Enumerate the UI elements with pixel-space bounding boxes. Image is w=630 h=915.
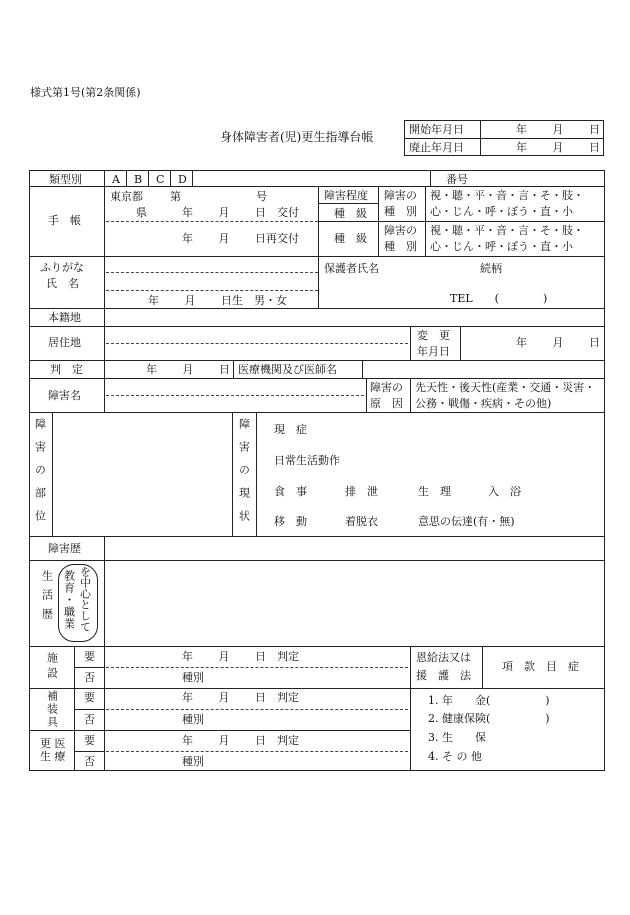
income-item-1[interactable]: 1. 年 金( ) bbox=[428, 694, 550, 707]
prosthesis-judge-date[interactable]: 年 月 日 判定 bbox=[182, 691, 299, 704]
facility-label: 施設 bbox=[45, 652, 59, 682]
income-item-3[interactable]: 3. 生 保 bbox=[428, 731, 486, 744]
reissue-date[interactable]: 年 月 日再交付 bbox=[182, 232, 299, 245]
communication-option[interactable]: 意思の伝達(有・無) bbox=[418, 515, 515, 528]
income-item-4[interactable]: 4. そ の 他 bbox=[428, 750, 482, 763]
medical-judge-date[interactable]: 年 月 日 判定 bbox=[182, 734, 299, 747]
number-label: 番号 bbox=[446, 173, 468, 186]
techo-label: 手 帳 bbox=[48, 214, 81, 227]
facility-yes[interactable]: 要 bbox=[84, 650, 95, 663]
income-item-2[interactable]: 2. 健康保険( ) bbox=[428, 712, 550, 725]
end-date-label: 廃止年月日 bbox=[409, 141, 464, 154]
main-form bbox=[29, 170, 605, 771]
kind-options-1a[interactable]: 視・聴・平・音・言・そ・肢・ bbox=[430, 189, 584, 202]
domicile-label: 本籍地 bbox=[48, 311, 81, 324]
status-label: 障害の現状 bbox=[237, 418, 251, 533]
prosthesis-label: 補装具 bbox=[45, 690, 59, 729]
life-history-label: 生活歴 bbox=[40, 570, 54, 627]
prosthesis-yes[interactable]: 要 bbox=[84, 691, 95, 704]
degree-label: 障害程度 bbox=[324, 189, 368, 202]
disability-name-label: 障害名 bbox=[48, 389, 81, 402]
guardian-label: 保護者氏名 bbox=[324, 262, 379, 275]
change-date[interactable]: 年 月 日 bbox=[516, 336, 600, 349]
relation-label: 続柄 bbox=[480, 262, 502, 275]
start-date-field[interactable]: 年 月 日 bbox=[516, 123, 600, 136]
furigana-label: ふりがな bbox=[40, 261, 84, 274]
medical-yes[interactable]: 要 bbox=[84, 734, 95, 747]
type-option-d[interactable]: D bbox=[178, 173, 187, 186]
type-label: 類型別 bbox=[49, 173, 82, 186]
techo-issuer: 東京都 bbox=[110, 190, 143, 203]
name-label: 氏 名 bbox=[46, 277, 79, 290]
kind-options-2a[interactable]: 視・聴・平・音・言・そ・肢・ bbox=[430, 224, 584, 237]
kind-options-2b[interactable]: 心・じん・呼・ぼう・直・小 bbox=[430, 240, 573, 253]
residence-label: 居住地 bbox=[48, 336, 81, 349]
medical-label-1: 更 医 bbox=[40, 737, 66, 750]
facility-no[interactable]: 否 bbox=[84, 671, 95, 684]
judgment-date[interactable]: 年 月 日 bbox=[146, 363, 230, 376]
start-date-label: 開始年月日 bbox=[409, 123, 464, 136]
prosthesis-no[interactable]: 否 bbox=[84, 713, 95, 726]
kind-options-1b[interactable]: 心・じん・呼・ぼう・直・小 bbox=[430, 205, 573, 218]
form-number: 様式第1号(第2条関係) bbox=[30, 86, 141, 99]
issue-date[interactable]: 年 月 日 交付 bbox=[182, 206, 299, 219]
cause-options-1[interactable]: 先天性・後天性(産業・交通・災害・ bbox=[415, 381, 596, 394]
page-title: 身体障害者(児)更生指導台帳 bbox=[220, 130, 374, 144]
facility-judge-date[interactable]: 年 月 日 判定 bbox=[182, 650, 299, 663]
history-label: 障害歴 bbox=[48, 542, 81, 555]
medical-label-2: 生 療 bbox=[40, 750, 66, 763]
tel-label: TEL ( ) bbox=[450, 292, 548, 305]
type-option-c[interactable]: C bbox=[156, 173, 165, 186]
type-option-b[interactable]: B bbox=[134, 173, 143, 186]
judgment-label: 判 定 bbox=[50, 363, 83, 376]
cause-options-2[interactable]: 公務・戦傷・疾病・その他) bbox=[415, 397, 552, 410]
end-date-field[interactable]: 年 月 日 bbox=[516, 141, 600, 154]
grade-label-2: 種 級 bbox=[334, 232, 367, 245]
parts-label: 障害の部位 bbox=[33, 418, 47, 533]
type-option-a[interactable]: A bbox=[112, 173, 120, 186]
benefit-field[interactable]: 項 款 目 症 bbox=[502, 660, 579, 673]
institution-label: 医療機関及び医師名 bbox=[238, 363, 337, 376]
medical-no[interactable]: 否 bbox=[84, 755, 95, 768]
birth-date[interactable]: 年 月 日生 男・女 bbox=[148, 294, 287, 307]
grade-label-1: 種 級 bbox=[334, 207, 367, 220]
